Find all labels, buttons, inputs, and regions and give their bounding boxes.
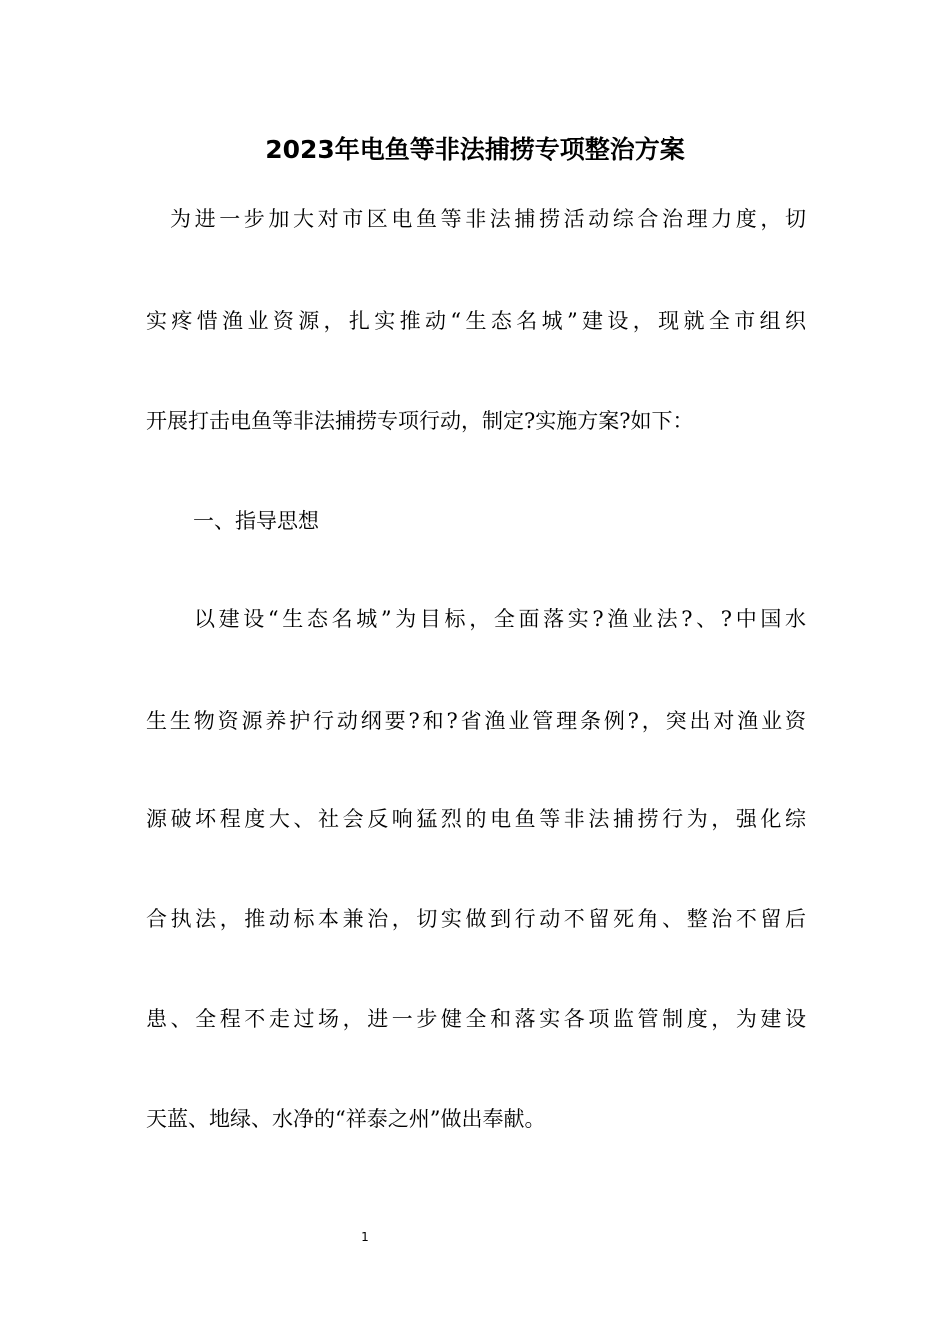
- paragraph-line-1: 为进一步加大对市区电鱼等非法捕捞活动综合治理力度，切: [170, 207, 806, 231]
- paragraph-line-3: 开展打击电鱼等非法捕捞专项行动，制定?实施方案?如下：: [146, 409, 694, 433]
- paragraph-line-9: 天蓝、地绿、水净的“祥泰之州”做出奉献。: [146, 1107, 546, 1131]
- page-number: 1: [361, 1230, 369, 1244]
- paragraph-line-7: 合执法，推动标本兼治，切实做到行动不留死角、整治不留后: [146, 907, 806, 931]
- paragraph-line-2: 实疼惜渔业资源，扎实推动“生态名城”建设，现就全市组织: [146, 309, 806, 333]
- paragraph-line-8: 患、全程不走过场，进一步健全和落实各项监管制度，为建设: [146, 1007, 806, 1031]
- paragraph-line-6: 源破坏程度大、社会反响猛烈的电鱼等非法捕捞行为，强化综: [146, 807, 806, 831]
- paragraph-line-4: 以建设“生态名城”为目标，全面落实?渔业法?、?中国水: [194, 607, 806, 631]
- paragraph-line-5: 生生物资源养护行动纲要?和?省渔业管理条例?，突出对渔业资: [146, 709, 806, 733]
- document-title: 2023年电鱼等非法捕捞专项整治方案: [265, 135, 685, 164]
- section-heading: 一、指导思想: [193, 509, 319, 533]
